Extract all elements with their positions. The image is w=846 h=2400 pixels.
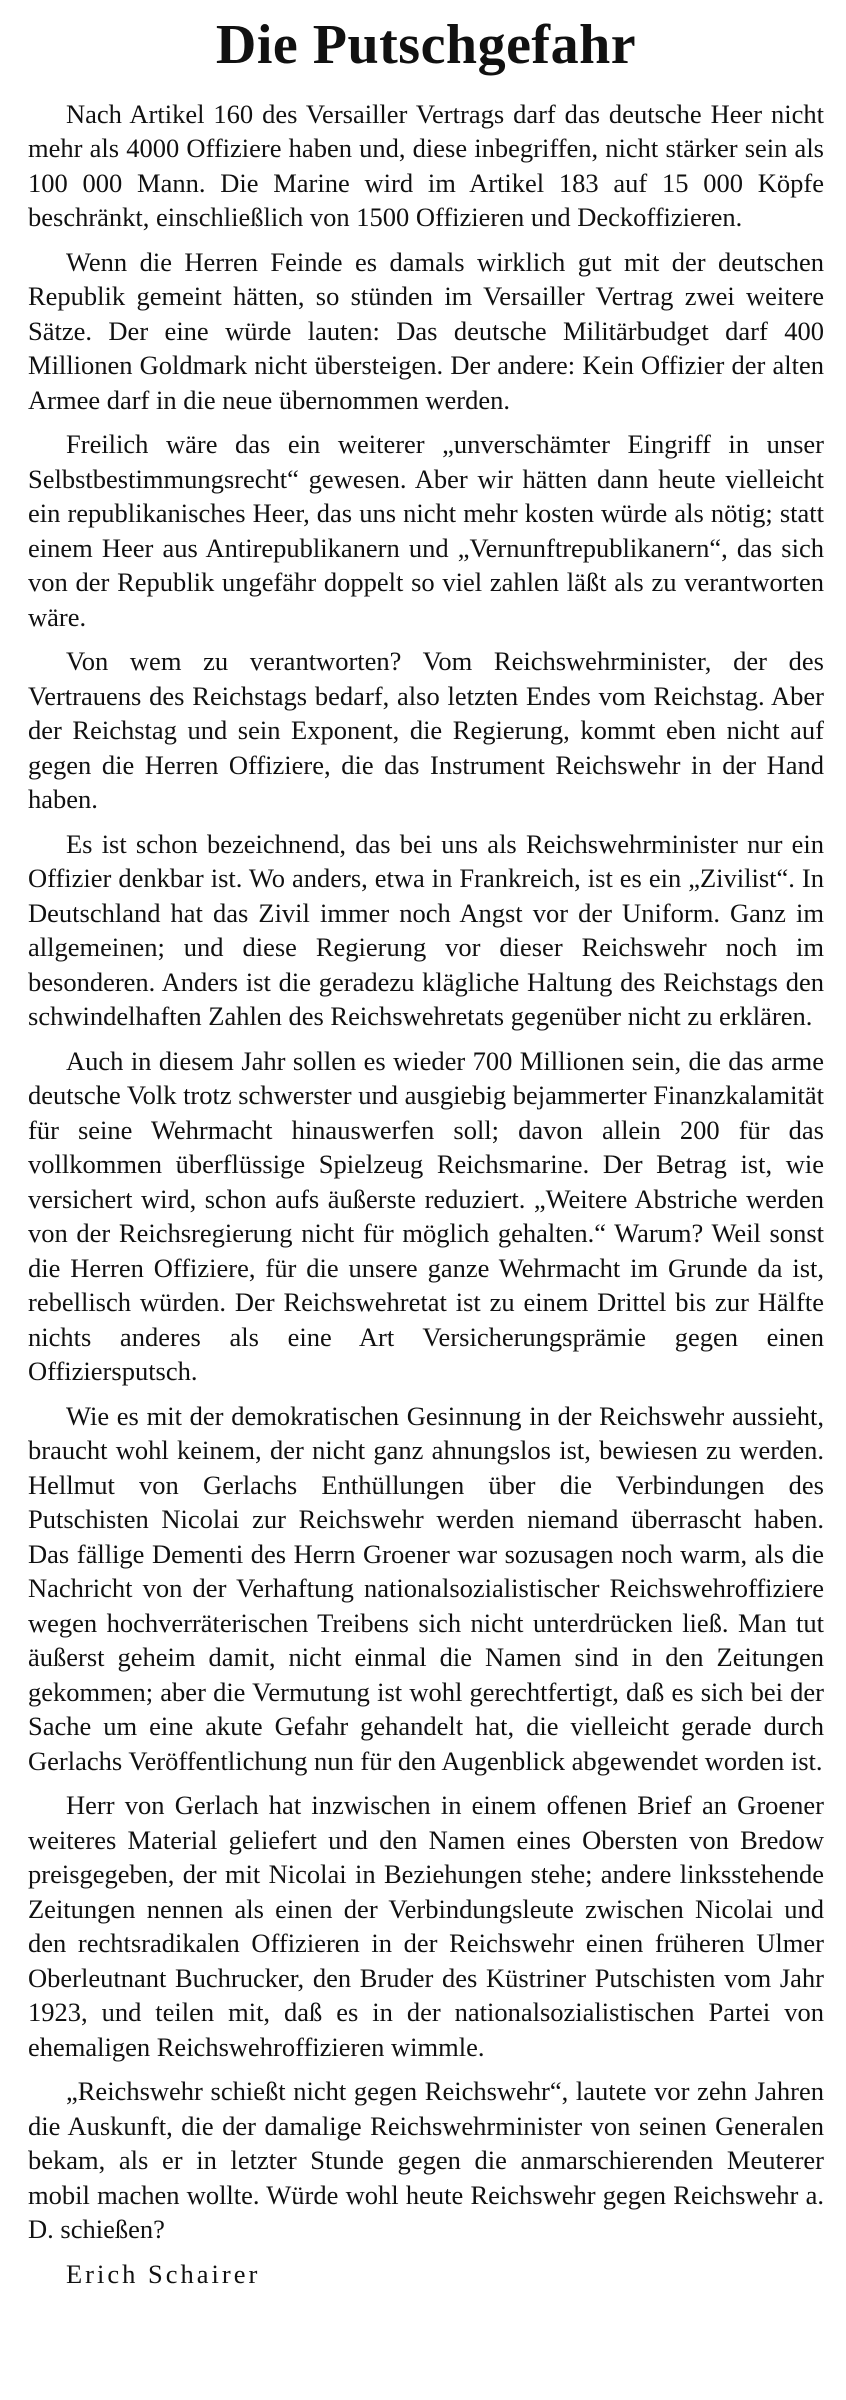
paragraph-3: Freilich wäre das ein weiterer „unverschämter Eingriff in unser Selbstbestimmungsrecht“ gewesen. Aber wir hätten dann heute vielleicht ein republikanisches Heer, das uns nicht mehr kosten würde als nötig; statt einem Heer aus Antirepublikanern und „Vernunftrepublikanern“, das sich von der Republik ungefähr doppelt so viel zahlen läßt als zu verantworten wäre. bbox=[28, 429, 824, 632]
article-body bbox=[28, 97, 824, 2292]
article-title: Die Putschgefahr bbox=[215, 14, 637, 76]
paragraph-2: Wenn die Herren Feinde es damals wirklich gut mit der deutschen Republik gemeint hätten, so stünden im Versailler Vertrag zwei weitere Sätze. Der eine würde lauten: Das deutsche Militärbudget darf 400 Millionen Goldmark nicht übersteigen. Der andere: Kein Offizier der alten Armee darf in die neue übernommen werden. bbox=[28, 246, 824, 415]
paragraph-9: „Reichswehr schießt nicht gegen Reichswehr“, lautete vor zehn Jahren die Auskunft, die der damalige Reichswehrminister von seinen Generalen bekam, als er in letzter Stunde gegen die anmarschierenden Meuterer mobil machen wollte. Würde wohl heute Reichswehr gegen Reichswehr a. D. schießen? bbox=[28, 2076, 824, 2245]
paragraph-6: Auch in diesem Jahr sollen es wieder 700 Millionen sein, die das arme deutsche Volk trotz schwerster und ausgiebig bejammerter Finanzkalamität für seine Wehrmacht hinauswerfen soll; davon allein 200 für das vollkommen überflüssige Spielzeug Reichsmarine. Der Betrag ist, wie versichert wird, schon aufs äußerste reduziert. „Weitere Abstriche werden von der Reichsregierung nicht für möglich gehalten.“ Warum? Weil sonst die Herren Offiziere, für die unsere ganze Wehrmacht im Grunde da ist, rebellisch würden. Der Reichswehretat ist zu einem Drittel bis zur Hälfte nichts anderes als eine Art Versicherungsprämie gegen einen Offiziersputsch. bbox=[28, 1045, 824, 1387]
paragraph-4: Von wem zu verantworten? Vom Reichswehrminister, der des Vertrauens des Reichstags bedarf, also letzten Endes vom Reichstag. Aber der Reichstag und sein Exponent, die Regierung, kommt eben nicht auf gegen die Herren Offiziere, die das Instrument Reichswehr in der Hand haben. bbox=[28, 646, 824, 815]
author-byline: Erich Schairer bbox=[66, 2258, 261, 2289]
paragraph-8: Herr von Gerlach hat inzwischen in einem offenen Brief an Groener weiteres Material geliefert und den Namen eines Obersten von Bredow preisgegeben, der mit Nicolai in Beziehungen stehe; andere linksstehende Zeitungen nennen als einen der Verbindungsleute zwischen Nicolai und den rechtsradikalen Offizieren in der Reichswehr einen früheren Ulmer Oberleutnant Buchrucker, den Bruder des Küstriner Putschisten vom Jahr 1923, und teilen mit, daß es in der nationalsozialistischen Partei von ehemaligen Reichswehroffizieren wimmle. bbox=[28, 1790, 824, 2062]
paragraph-5: Es ist schon bezeichnend, das bei uns als Reichswehrminister nur ein Offizier denkbar ist. Wo anders, etwa in Frankreich, ist es ein „Zivilist“. In Deutschland hat das Zivil immer noch Angst vor der Uniform. Ganz im allgemeinen; und diese Regierung vor dieser Reichswehr noch im besonderen. Anders ist die geradezu klägliche Haltung des Reichstags den schwindelhaften Zahlen des Reichswehretats gegenüber nicht zu erklären. bbox=[28, 828, 824, 1032]
paragraph-1: Nach Artikel 160 des Versailler Vertrags darf das deutsche Heer nicht mehr als 4000 Offiziere haben und, diese inbegriffen, nicht stärker sein als 100 000 Mann. Die Marine wird im Artikel 183 auf 15 000 Köpfe beschränkt, einschließlich von 1500 Offizieren und Deckoffizieren. bbox=[28, 98, 824, 233]
paragraph-7: Wie es mit der demokratischen Gesinnung in der Reichswehr aussieht, braucht wohl keinem, der nicht ganz ahnungslos ist, bewiesen zu werden. Hellmut von Gerlachs Enthüllungen über die Verbindungen des Putschisten Nicolai zur Reichswehr werden niemand überrascht haben. Das fällige Dementi des Herrn Groener war sozusagen noch warm, als die Nachricht von der Verhaftung nationalsozialistischer Reichswehroffiziere wegen hochverräterischen Treibens sich nicht unterdrücken ließ. Man tut äußerst geheim damit, nicht einmal die Namen sind in den Zeitungen gekommen; aber die Vermutung ist wohl gerechtfertigt, daß es sich bei der Sache um eine akute Gefahr gehandelt hat, die vielleicht gerade durch Gerlachs Veröffentlichung nun für den Augenblick abgewendet worden ist. bbox=[28, 1400, 824, 1776]
